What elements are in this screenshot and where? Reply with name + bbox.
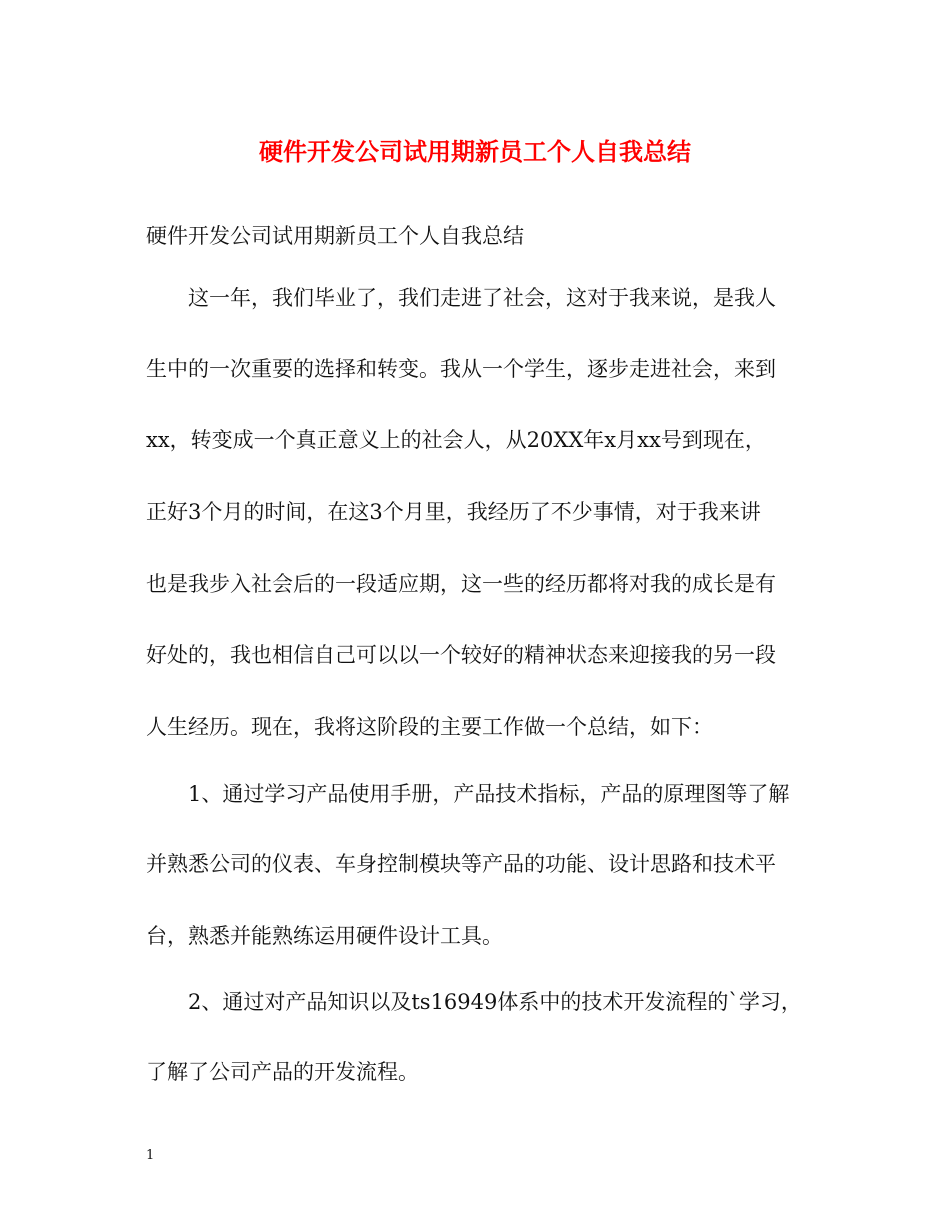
paragraph-line: 2、通过对产品知识以及ts16949体系中的技术开发流程的`学习，: [188, 990, 802, 1014]
paragraph-line: 台，熟悉并能熟练运用硬件设计工具。: [146, 924, 503, 948]
paragraph-line: 人生经历。现在，我将这阶段的主要工作做一个总结，如下：: [146, 715, 713, 739]
subtitle-line: 硬件开发公司试用期新员工个人自我总结: [146, 224, 524, 248]
paragraph-line: 1、通过学习产品使用手册，产品技术指标，产品的原理图等了解: [188, 782, 790, 806]
paragraph-line: xx，转变成一个真正意义上的社会人，从20XX年x月xx号到现在，: [146, 428, 766, 452]
paragraph-line: 正好3个月的时间，在这3个月里，我经历了不少事情，对于我来讲: [146, 500, 761, 524]
paragraph-line: 好处的，我也相信自己可以以一个较好的精神状态来迎接我的另一段: [146, 643, 776, 667]
paragraph-line: 并熟悉公司的仪表、车身控制模块等产品的功能、设计思路和技术平: [146, 852, 776, 876]
paragraph-line: 生中的一次重要的选择和转变。我从一个学生，逐步走进社会，来到: [146, 357, 776, 381]
page-number: 1: [146, 1148, 155, 1163]
paragraph-line: 这一年，我们毕业了，我们走进了社会，这对于我来说，是我人: [188, 286, 776, 310]
paragraph-line: 也是我步入社会后的一段适应期，这一些的经历都将对我的成长是有: [146, 572, 776, 596]
document-title: 硬件开发公司试用期新员工个人自我总结: [259, 137, 691, 166]
paragraph-line: 了解了公司产品的开发流程。: [146, 1060, 419, 1084]
